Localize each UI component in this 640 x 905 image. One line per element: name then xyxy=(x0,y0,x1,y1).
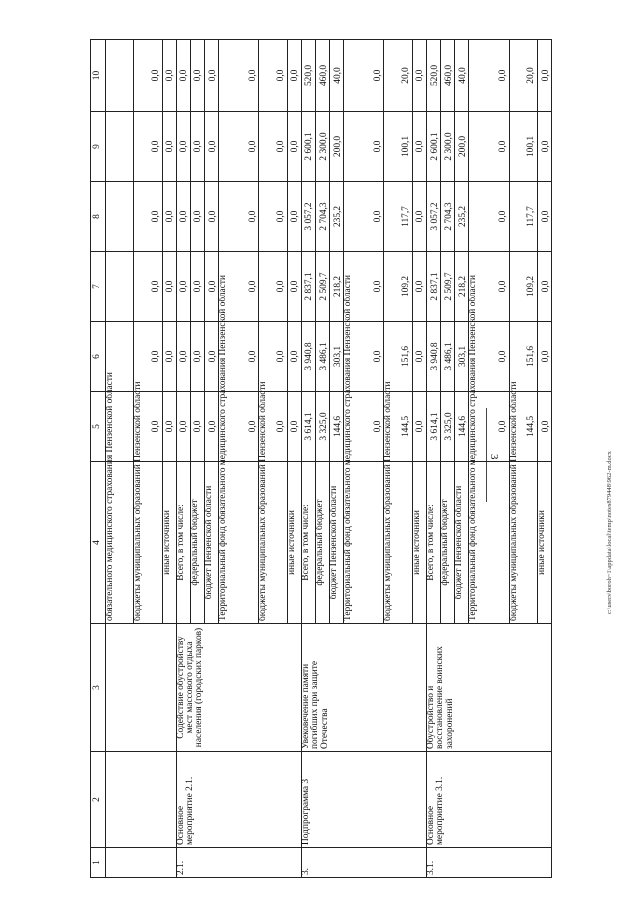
amount-cell: 40,0 xyxy=(455,40,469,112)
table-row xyxy=(426,40,440,878)
funding-source-cell: бюджет Пензенской области xyxy=(455,462,469,624)
amount-cell: 0,0 xyxy=(469,112,509,182)
amount-cell: 2 300,0 xyxy=(315,112,329,182)
funding-source-cell: Территориальный фонд обязательного медицинского страхования Пензенской области xyxy=(219,462,259,624)
amount-cell: 151,6 xyxy=(384,322,412,392)
amount-cell: 235,2 xyxy=(455,182,469,252)
amount-cell: 0,0 xyxy=(219,392,259,462)
table-row xyxy=(176,40,190,878)
amount-cell: 0,0 xyxy=(162,182,176,252)
funding-source-cell: федеральный бюджет xyxy=(190,462,204,624)
amount-cell: 0,0 xyxy=(219,252,259,322)
amount-cell: 0,0 xyxy=(134,392,162,462)
measure-description-cell: Увековечение памяти погибших при защите Отечества xyxy=(301,624,426,752)
header-cell: 7 xyxy=(91,252,106,322)
amount-cell: 0,0 xyxy=(134,182,162,252)
amount-cell: 2 704,3 xyxy=(440,182,454,252)
amount-cell: 0,0 xyxy=(204,112,218,182)
amount-cell xyxy=(106,40,134,112)
amount-cell: 0,0 xyxy=(162,392,176,462)
amount-cell: 2 509,7 xyxy=(315,252,329,322)
amount-cell: 0,0 xyxy=(162,322,176,392)
measure-description-cell: Обустройство и восстановление воинских захоронений xyxy=(426,624,551,752)
amount-cell: 303,1 xyxy=(455,322,469,392)
amount-cell: 0,0 xyxy=(204,40,218,112)
amount-cell: 0,0 xyxy=(469,252,509,322)
amount-cell: 0,0 xyxy=(219,182,259,252)
funding-source-cell: федеральный бюджет xyxy=(440,462,454,624)
table-body xyxy=(106,40,552,878)
amount-cell: 0,0 xyxy=(204,322,218,392)
funding-source-cell: иные источники xyxy=(412,462,426,624)
amount-cell: 109,2 xyxy=(509,252,537,322)
amount-cell: 0,0 xyxy=(176,112,190,182)
funding-source-cell: Всего, в том числе: xyxy=(426,462,440,624)
funding-source-cell: федеральный бюджет xyxy=(315,462,329,624)
footer-file-path: c:\users\boroh~1\appdata\local\temp\notes879448\962-m.docx xyxy=(606,451,613,614)
funding-source-cell: бюджет Пензенской области xyxy=(204,462,218,624)
funding-source-cell: Всего, в том числе: xyxy=(301,462,315,624)
amount-cell: 0,0 xyxy=(190,40,204,112)
amount-cell: 3 614,1 xyxy=(426,392,440,462)
header-cell: 10 xyxy=(91,40,106,112)
amount-cell: 0,0 xyxy=(162,252,176,322)
amount-cell: 0,0 xyxy=(287,40,301,112)
amount-cell: 0,0 xyxy=(190,392,204,462)
funding-source-cell: иные источники xyxy=(162,462,176,624)
amount-cell: 0,0 xyxy=(190,252,204,322)
funding-source-cell: иные источники xyxy=(287,462,301,624)
row-number-cell xyxy=(106,848,177,878)
amount-cell: 3 325,0 xyxy=(440,392,454,462)
program-name-cell: Подпрограмма 3 xyxy=(301,752,426,848)
amount-cell: 0,0 xyxy=(190,322,204,392)
rotated-table-container xyxy=(90,40,552,878)
amount-cell: 0,0 xyxy=(537,252,551,322)
header-cell: 4 xyxy=(91,462,106,624)
funding-source-cell: Территориальный фонд обязательного медицинского страхования Пензенской области xyxy=(469,462,509,624)
amount-cell: 200,0 xyxy=(329,112,343,182)
amount-cell: 0,0 xyxy=(287,322,301,392)
amount-cell: 144,5 xyxy=(384,392,412,462)
amount-cell: 303,1 xyxy=(329,322,343,392)
amount-cell: 144,6 xyxy=(455,392,469,462)
amount-cell: 0,0 xyxy=(176,252,190,322)
amount-cell: 0,0 xyxy=(134,252,162,322)
amount-cell: 144,5 xyxy=(509,392,537,462)
amount-cell: 0,0 xyxy=(204,182,218,252)
amount-cell: 0,0 xyxy=(344,392,384,462)
amount-cell: 0,0 xyxy=(162,112,176,182)
amount-cell: 0,0 xyxy=(412,322,426,392)
funding-source-cell: бюджеты муниципальных образований Пензенской области xyxy=(134,462,162,624)
amount-cell: 520,0 xyxy=(301,40,315,112)
amount-cell: 0,0 xyxy=(259,252,287,322)
amount-cell: 0,0 xyxy=(190,112,204,182)
amount-cell: 0,0 xyxy=(412,182,426,252)
amount-cell: 117,7 xyxy=(384,182,412,252)
amount-cell: 2 837,1 xyxy=(426,252,440,322)
amount-cell: 0,0 xyxy=(412,392,426,462)
funding-source-cell: бюджеты муниципальных образований Пензенской области xyxy=(509,462,537,624)
funding-source-cell: Всего, в том числе: xyxy=(176,462,190,624)
amount-cell: 0,0 xyxy=(176,392,190,462)
program-name-cell: Основное мероприятие 2.1. xyxy=(176,752,301,848)
amount-cell: 0,0 xyxy=(537,322,551,392)
amount-cell: 0,0 xyxy=(162,40,176,112)
amount-cell: 0,0 xyxy=(134,322,162,392)
amount-cell: 0,0 xyxy=(176,182,190,252)
amount-cell: 0,0 xyxy=(412,112,426,182)
amount-cell: 0,0 xyxy=(344,112,384,182)
amount-cell: 218,2 xyxy=(329,252,343,322)
amount-cell: 144,6 xyxy=(329,392,343,462)
amount-cell: 2 600,1 xyxy=(426,112,440,182)
amount-cell: 0,0 xyxy=(259,392,287,462)
amount-cell: 235,2 xyxy=(329,182,343,252)
row-number-cell: 3.1. xyxy=(426,848,551,878)
amount-cell: 2 704,3 xyxy=(315,182,329,252)
amount-cell xyxy=(106,182,134,252)
amount-cell: 20,0 xyxy=(384,40,412,112)
header-cell: 3 xyxy=(91,624,106,752)
program-name-cell xyxy=(106,752,177,848)
amount-cell: 0,0 xyxy=(344,40,384,112)
row-number-cell: 3. xyxy=(301,848,426,878)
amount-cell: 0,0 xyxy=(287,252,301,322)
amount-cell: 0,0 xyxy=(469,392,509,462)
amount-cell: 0,0 xyxy=(537,40,551,112)
amount-cell: 520,0 xyxy=(426,40,440,112)
amount-cell: 3 940,8 xyxy=(426,322,440,392)
amount-cell: 0,0 xyxy=(344,182,384,252)
amount-cell: 3 057,2 xyxy=(426,182,440,252)
amount-cell: 0,0 xyxy=(537,392,551,462)
amount-cell: 3 940,8 xyxy=(301,322,315,392)
amount-cell: 0,0 xyxy=(469,40,509,112)
amount-cell: 200,0 xyxy=(455,112,469,182)
amount-cell: 2 837,1 xyxy=(301,252,315,322)
row-number-cell: 2.1. xyxy=(176,848,301,878)
amount-cell: 460,0 xyxy=(315,40,329,112)
header-cell: 8 xyxy=(91,182,106,252)
amount-cell: 0,0 xyxy=(219,40,259,112)
amount-cell: 0,0 xyxy=(176,322,190,392)
table-row xyxy=(301,40,315,878)
amount-cell: 0,0 xyxy=(287,112,301,182)
amount-cell: 100,1 xyxy=(509,112,537,182)
amount-cell: 0,0 xyxy=(134,112,162,182)
amount-cell xyxy=(106,112,134,182)
amount-cell: 0,0 xyxy=(259,182,287,252)
funding-source-cell: бюджет Пензенской области xyxy=(329,462,343,624)
amount-cell: 109,2 xyxy=(384,252,412,322)
amount-cell: 0,0 xyxy=(259,40,287,112)
amount-cell: 0,0 xyxy=(344,322,384,392)
program-name-cell: Основное мероприятие 3.1. xyxy=(426,752,551,848)
amount-cell: 3 057,2 xyxy=(301,182,315,252)
amount-cell: 0,0 xyxy=(219,322,259,392)
amount-cell: 0,0 xyxy=(344,252,384,322)
amount-cell: 0,0 xyxy=(176,40,190,112)
amount-cell: 151,6 xyxy=(509,322,537,392)
amount-cell: 0,0 xyxy=(134,40,162,112)
header-row xyxy=(91,40,106,878)
amount-cell: 40,0 xyxy=(329,40,343,112)
measure-description-cell xyxy=(106,624,177,752)
header-cell: 5 xyxy=(91,392,106,462)
amount-cell: 0,0 xyxy=(190,182,204,252)
amount-cell: 460,0 xyxy=(440,40,454,112)
amount-cell: 2 509,7 xyxy=(440,252,454,322)
funding-source-cell: обязательного медицинского страхования Пензенской области xyxy=(106,462,134,624)
header-cell: 6 xyxy=(91,322,106,392)
amount-cell: 0,0 xyxy=(469,182,509,252)
amount-cell: 2 600,1 xyxy=(301,112,315,182)
amount-cell: 100,1 xyxy=(384,112,412,182)
amount-cell: 3 486,1 xyxy=(315,322,329,392)
amount-cell xyxy=(106,252,134,322)
amount-cell: 0,0 xyxy=(412,40,426,112)
amount-cell: 0,0 xyxy=(537,112,551,182)
amount-cell: 0,0 xyxy=(219,112,259,182)
funding-table xyxy=(90,39,552,878)
amount-cell: 0,0 xyxy=(204,252,218,322)
measure-description-cell: Содействие обустройству мест массового отдыха населения (городских парков) xyxy=(176,624,301,752)
amount-cell: 20,0 xyxy=(509,40,537,112)
header-cell: 9 xyxy=(91,112,106,182)
amount-cell: 0,0 xyxy=(259,112,287,182)
table-row xyxy=(106,40,134,878)
header-cell: 1 xyxy=(91,848,106,878)
amount-cell: 218,2 xyxy=(455,252,469,322)
funding-source-cell: бюджеты муниципальных образований Пензенской области xyxy=(259,462,287,624)
funding-source-cell: иные источники xyxy=(537,462,551,624)
amount-cell: 0,0 xyxy=(287,182,301,252)
page-number: 3 xyxy=(488,454,500,460)
amount-cell: 3 325,0 xyxy=(315,392,329,462)
amount-cell: 0,0 xyxy=(469,322,509,392)
amount-cell: 3 614,1 xyxy=(301,392,315,462)
header-cell: 2 xyxy=(91,752,106,848)
amount-cell: 0,0 xyxy=(259,322,287,392)
amount-cell: 2 300,0 xyxy=(440,112,454,182)
amount-cell: 0,0 xyxy=(412,252,426,322)
funding-source-cell: бюджеты муниципальных образований Пензенской области xyxy=(384,462,412,624)
funding-source-cell: Территориальный фонд обязательного медицинского страхования Пензенской области xyxy=(344,462,384,624)
amount-cell: 0,0 xyxy=(287,392,301,462)
amount-cell: 0,0 xyxy=(537,182,551,252)
amount-cell: 0,0 xyxy=(204,392,218,462)
amount-cell: 3 486,1 xyxy=(440,322,454,392)
amount-cell: 117,7 xyxy=(509,182,537,252)
